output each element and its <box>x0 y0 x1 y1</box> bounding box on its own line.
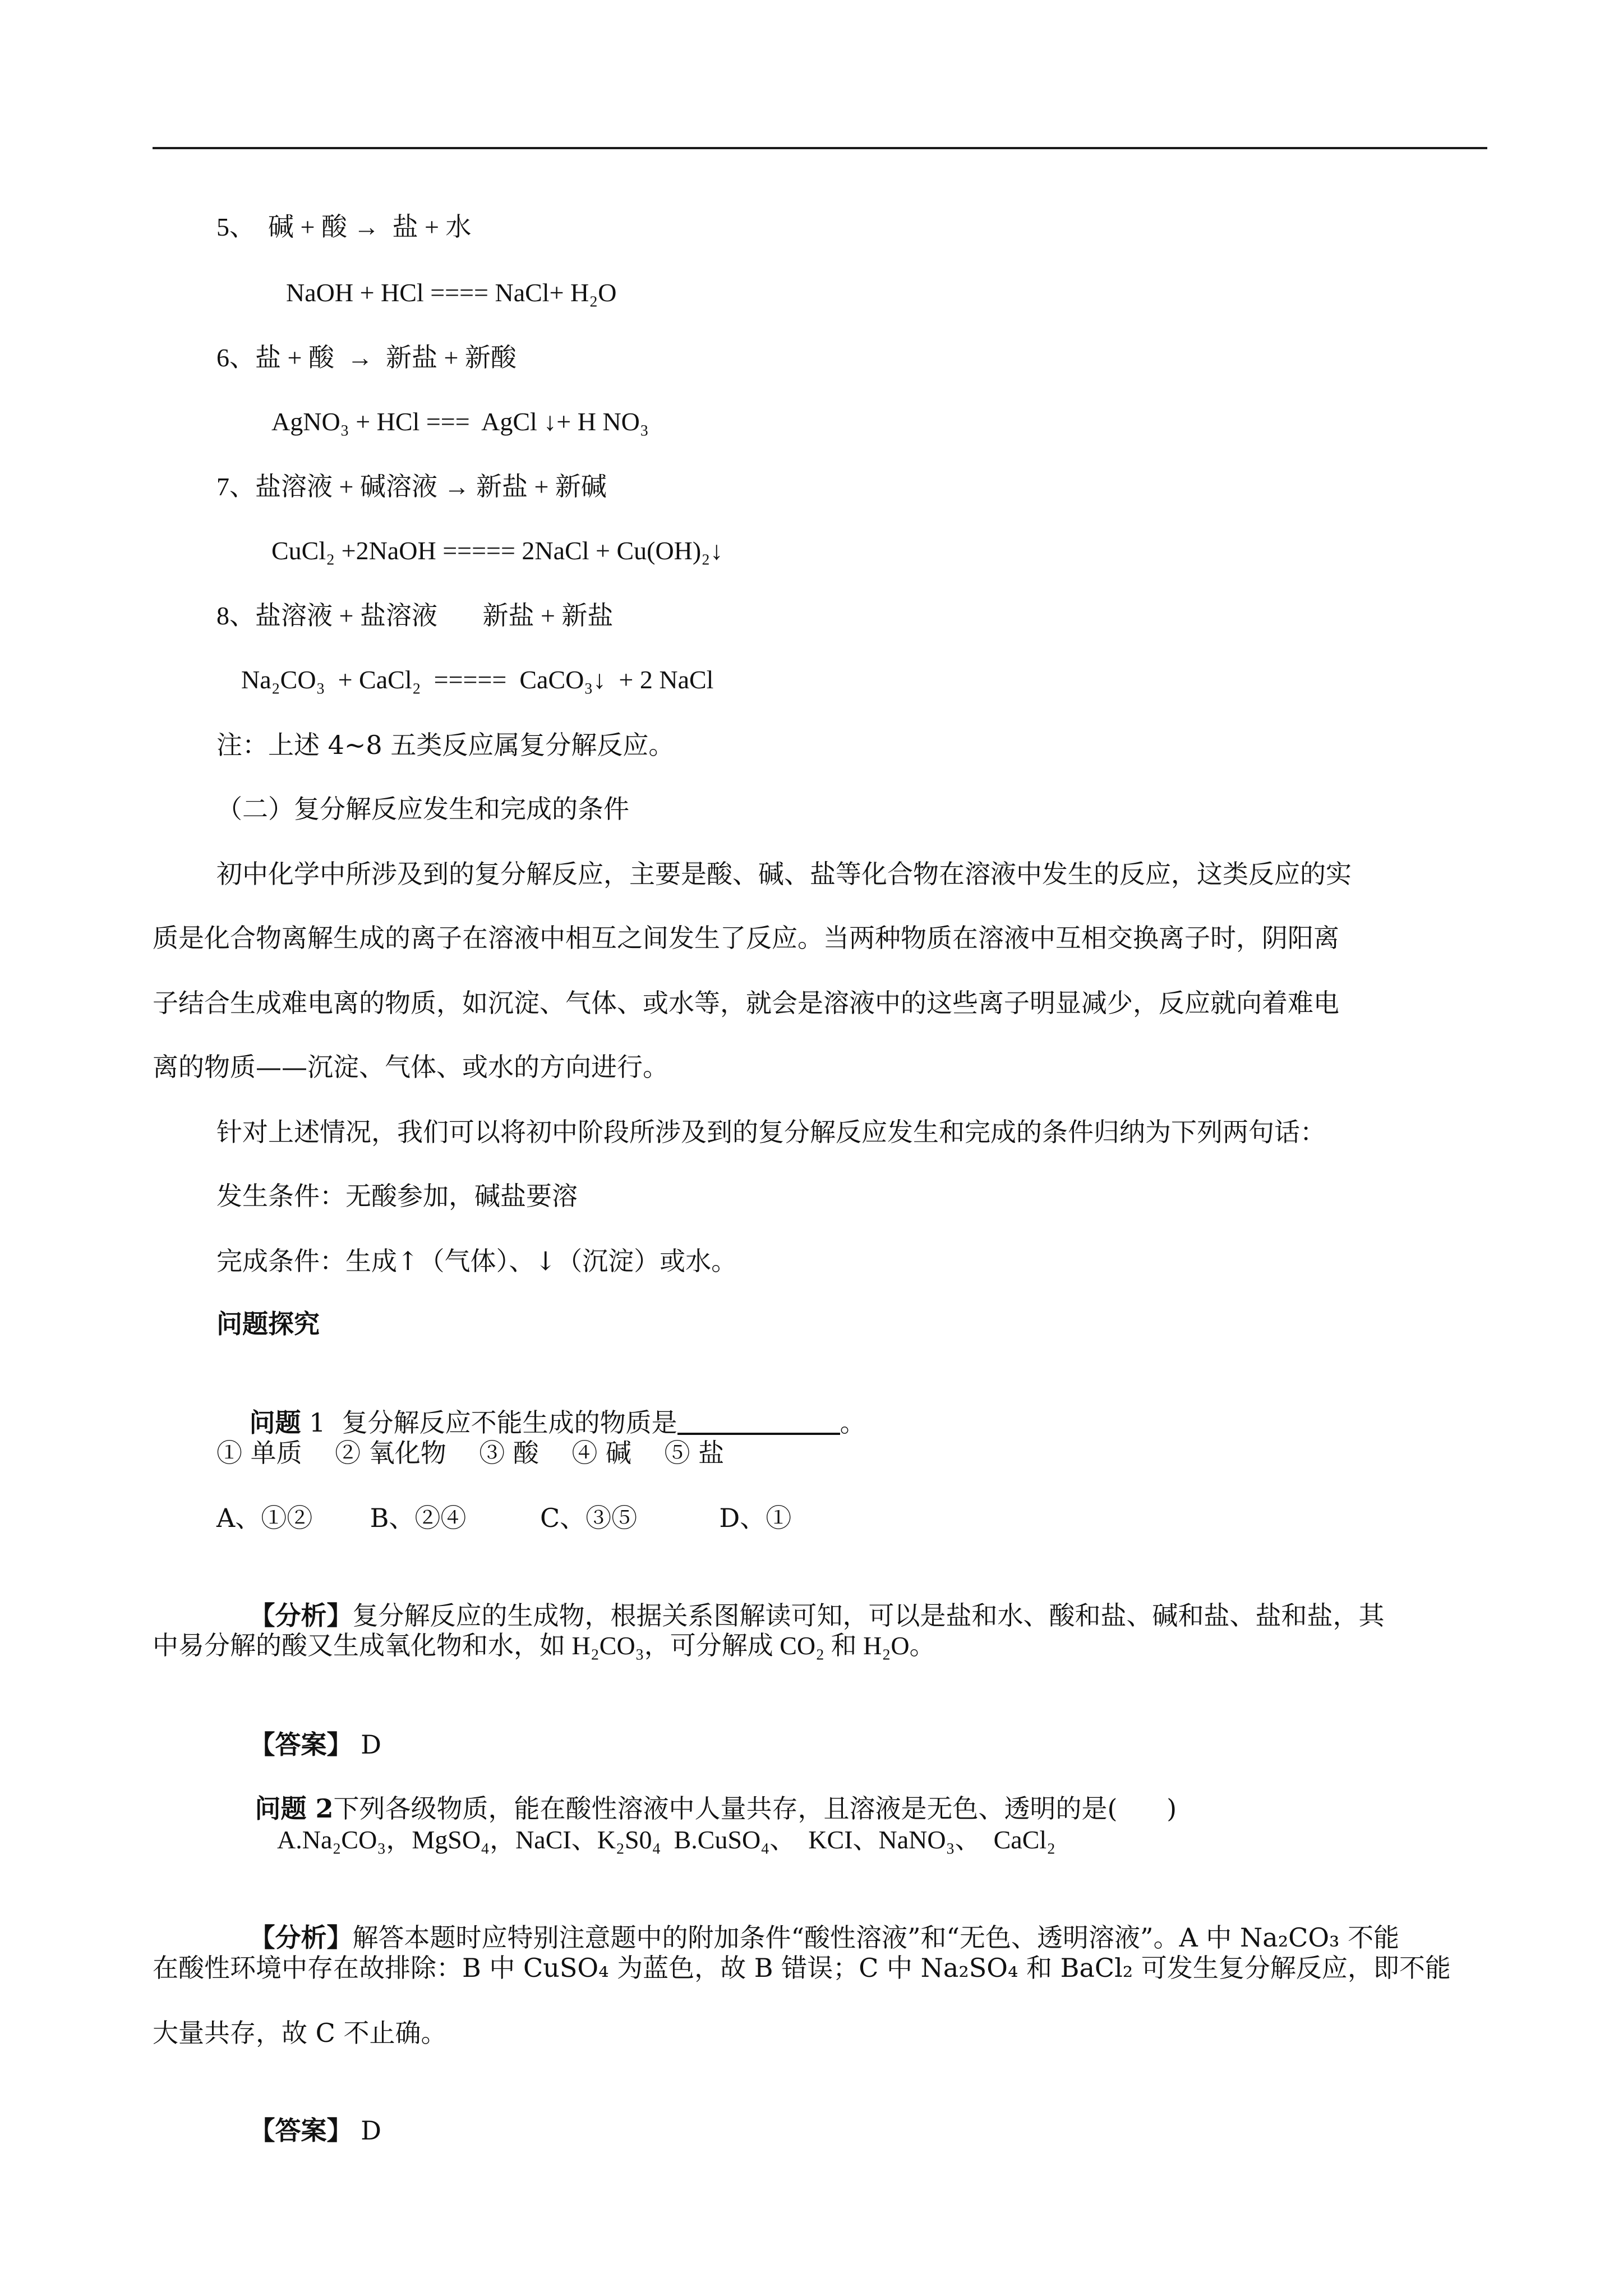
reaction-6-equation: AgNO₃ + HCl === AgCl ↓+ H NO₃ <box>271 407 649 436</box>
paragraph-line: 离的物质——沉淀、气体、或水的方向进行。 <box>153 1052 668 1082</box>
analysis-label: 【分析】 <box>249 1922 353 1953</box>
question-1-items: ① 单质 ② 氧化物 ③ 酸 ④ 碱 ⑤ 盐 <box>216 1438 725 1468</box>
question-label: 问题 <box>255 1793 307 1824</box>
header-rule <box>153 147 1487 149</box>
question-heading: 问题探究 <box>216 1309 320 1339</box>
paragraph-summary: 针对上述情况，我们可以将初中阶段所涉及到的复分解反应发生和完成的条件归纳为下列两句话： <box>216 1117 1326 1147</box>
question-text: 复分解反应不能生成的物质是 <box>325 1407 677 1438</box>
answer-label: 【答案】 <box>249 1729 353 1760</box>
paragraph-line: 子结合生成难电离的物质，如沉淀、气体、或水等，就会是溶液中的这些离子明显减少，反应就向着难电 <box>153 988 1339 1018</box>
analysis-2-line: 在酸性环境中存在故排除：B 中 CuSO₄ 为蓝色，故 B 错误；C 中 Na₂SO₄ 和 BaCl₂ 可发生复分解反应，即不能 <box>153 1953 1451 1983</box>
answer-blank <box>677 1408 840 1435</box>
question-end: 。 <box>840 1407 866 1438</box>
answer-value: D <box>352 2115 382 2146</box>
reaction-7-title: 7、盐溶液 + 碱溶液 → 新盐 + 新碱 <box>216 472 607 501</box>
reaction-8-title: 8、盐溶液 + 盐溶液 新盐 + 新盐 <box>216 601 614 630</box>
analysis-1-line: 中易分解的酸又生成氧化物和水，如 H₂CO₃，可分解成 CO₂ 和 H₂O。 <box>153 1631 935 1660</box>
question-1-options: A、①② B、②④ C、③⑤ D、① <box>216 1503 792 1533</box>
analysis-text: 解答本题时应特别注意题中的附加条件“酸性溶液”和“无色、透明溶液”。A 中 Na₂CO₃ 不能 <box>352 1922 1400 1953</box>
note: 注：上述 4~8 五类反应属复分解反应。 <box>216 730 675 760</box>
paragraph-line: 初中化学中所涉及到的复分解反应，主要是酸、碱、盐等化合物在溶液中发生的反应，这类反应的实 <box>216 859 1352 889</box>
analysis-label: 【分析】 <box>249 1600 353 1631</box>
question-number: 1 <box>301 1407 326 1438</box>
question-label: 问题 <box>249 1407 301 1438</box>
paragraph-line: 质是化合物离解生成的离子在溶液中相互之间发生了反应。当两种物质在溶液中互相交换离子时，阴阳离 <box>153 923 1339 953</box>
section-heading: （二）复分解反应发生和完成的条件 <box>216 794 629 824</box>
answer-label: 【答案】 <box>249 2115 353 2146</box>
analysis-2-line: 大量共存，故 C 不止确。 <box>153 2018 447 2048</box>
reaction-8-equation: Na₂CO₃ + CaCl₂ ===== CaCO₃↓ + 2 NaCl <box>241 665 714 694</box>
answer-2 <box>216 2080 381 2181</box>
question-number: 2 <box>306 1793 334 1824</box>
analysis-text: 复分解反应的生成物，根据关系图解读可知，可以是盐和水、酸和盐、碱和盐、盐和盐，其 <box>352 1600 1385 1631</box>
reaction-6-title: 6、盐 + 酸 → 新盐 + 新酸 <box>216 343 517 372</box>
question-2-options: A.Na₂CO₃，MgSO₄，NaCI、K₂S0₄ B.CuSO₄、 KCI、NaNO₃、 CaCl₂ <box>277 1825 1056 1854</box>
condition-occur: 发生条件：无酸参加，碱盐要溶 <box>216 1181 578 1211</box>
answer-value: D <box>352 1729 382 1760</box>
reaction-5-equation: NaOH + HCl ==== NaCl+ H₂O <box>286 278 617 307</box>
condition-complete: 完成条件：生成↑（气体）、↓（沉淀）或水。 <box>216 1246 737 1276</box>
reaction-7-equation: CuCl₂ +2NaOH ===== 2NaCl + Cu(OH)₂↓ <box>271 536 723 565</box>
question-text: 下列各级物质，能在酸性溶液中人量共存，且溶液是无色、透明的是( ) <box>333 1793 1177 1824</box>
reaction-5-title: 5、 碱 + 酸 → 盐 + 水 <box>216 213 472 241</box>
